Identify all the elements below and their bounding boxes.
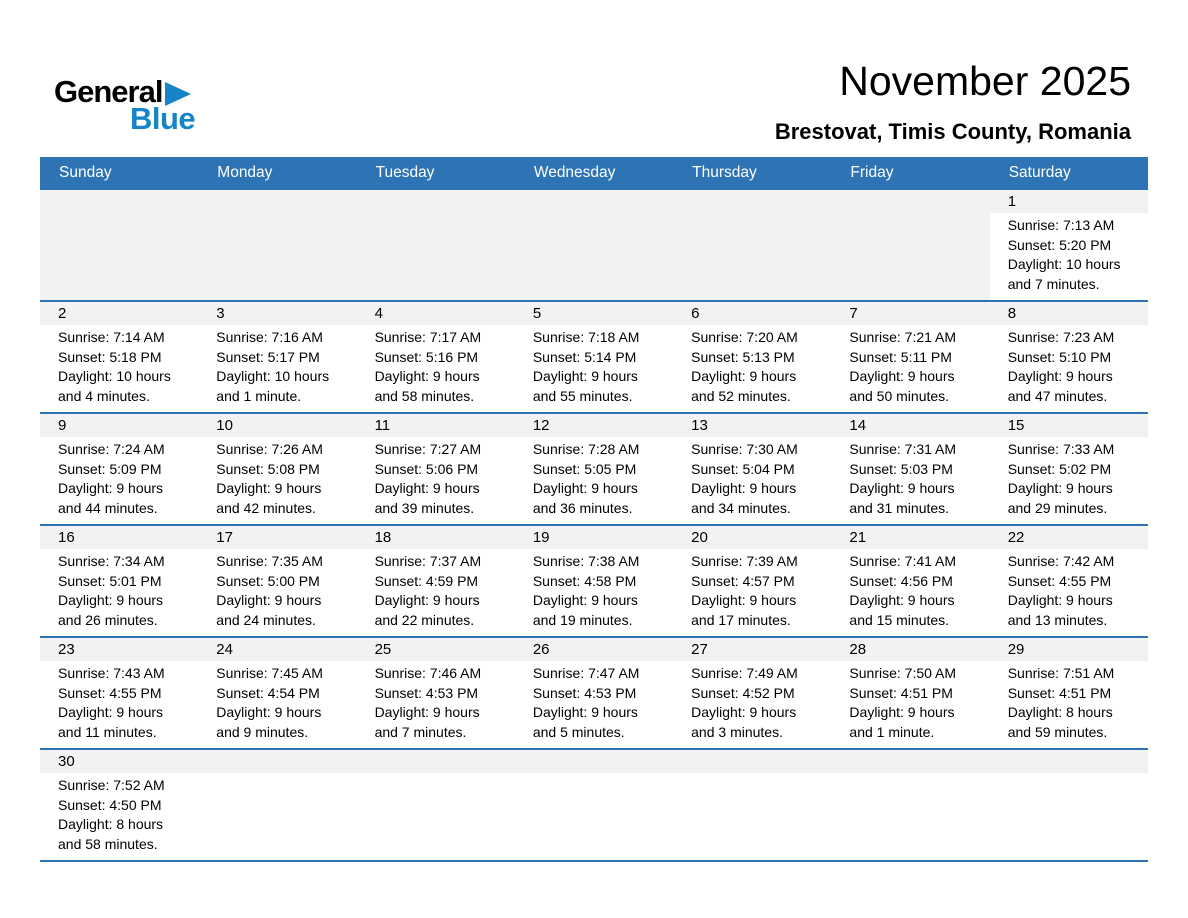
day-details xyxy=(198,661,356,748)
detail-line: Daylight: 9 hours xyxy=(849,480,955,496)
day-details xyxy=(40,773,198,860)
detail-line: Daylight: 9 hours xyxy=(532,592,638,608)
weekday-label-saturday: Saturday xyxy=(1008,163,1071,181)
detail-line: Daylight: 10 hours xyxy=(58,368,171,384)
detail-line: and 42 minutes. xyxy=(216,499,316,516)
day-number-empty xyxy=(673,190,831,213)
week-row-3 xyxy=(40,412,1148,524)
detail-line: Sunset: 4:53 PM xyxy=(532,684,637,701)
day-cell-21 xyxy=(831,526,989,636)
day-number: 20 xyxy=(673,526,831,549)
detail-line: Sunrise: 7:31 AM xyxy=(849,441,957,457)
detail-line: Sunset: 5:05 PM xyxy=(532,460,637,477)
empty-cell xyxy=(990,750,1148,860)
day-cell-15 xyxy=(990,414,1148,524)
detail-line: Sunrise: 7:37 AM xyxy=(374,553,482,569)
day-details xyxy=(40,213,198,222)
day-details xyxy=(673,549,831,636)
detail-line: Sunrise: 7:52 AM xyxy=(58,777,165,793)
day-details xyxy=(357,437,515,524)
day-cell-18 xyxy=(357,526,515,636)
day-details xyxy=(198,325,356,412)
day-cell-25 xyxy=(357,638,515,748)
day-details xyxy=(515,773,673,782)
detail-line: and 26 minutes. xyxy=(58,611,158,628)
day-cell-7 xyxy=(831,302,989,412)
day-number: 28 xyxy=(831,638,989,661)
detail-line: Sunrise: 7:23 AM xyxy=(1007,329,1115,345)
day-details xyxy=(198,773,356,782)
empty-cell xyxy=(515,750,673,860)
day-number-empty xyxy=(198,190,356,213)
logo-text-general: General xyxy=(54,74,163,109)
day-details xyxy=(40,549,198,636)
day-details xyxy=(40,437,198,524)
day-details xyxy=(831,437,989,524)
empty-cell xyxy=(357,190,515,300)
weekday-label-friday: Friday xyxy=(850,163,894,181)
detail-line: Sunset: 4:52 PM xyxy=(691,684,795,701)
weekday-label-tuesday: Tuesday xyxy=(375,163,435,181)
day-number-empty xyxy=(515,750,673,773)
detail-line: Sunset: 5:10 PM xyxy=(1007,348,1112,365)
detail-line: Sunrise: 7:41 AM xyxy=(849,553,957,569)
detail-line: Daylight: 9 hours xyxy=(691,592,797,608)
day-cell-27 xyxy=(673,638,831,748)
day-number: 21 xyxy=(831,526,989,549)
day-cell-5 xyxy=(515,302,673,412)
day-number: 19 xyxy=(515,526,673,549)
day-cell-19 xyxy=(515,526,673,636)
day-number: 27 xyxy=(673,638,831,661)
day-number: 3 xyxy=(198,302,356,325)
day-details xyxy=(673,213,831,222)
weekday-label-thursday: Thursday xyxy=(692,163,757,181)
detail-line: and 11 minutes. xyxy=(58,723,157,740)
detail-line: Sunrise: 7:47 AM xyxy=(532,665,640,681)
detail-line: and 34 minutes. xyxy=(691,499,791,516)
day-number: 9 xyxy=(40,414,198,437)
day-details xyxy=(831,213,989,222)
day-details xyxy=(198,549,356,636)
detail-line: and 17 minutes. xyxy=(691,611,791,628)
detail-line: Sunset: 5:20 PM xyxy=(1007,236,1112,253)
detail-line: Sunset: 5:03 PM xyxy=(849,460,953,477)
detail-line: Sunrise: 7:14 AM xyxy=(58,329,165,345)
detail-line: Sunset: 5:01 PM xyxy=(58,572,162,589)
detail-line: and 47 minutes. xyxy=(1007,387,1108,404)
day-cell-4 xyxy=(357,302,515,412)
detail-line: Daylight: 9 hours xyxy=(374,480,480,496)
day-cell-2 xyxy=(40,302,198,412)
weekday-label-wednesday: Wednesday xyxy=(533,163,616,181)
day-number-empty xyxy=(357,750,515,773)
detail-line: Daylight: 9 hours xyxy=(1007,368,1113,384)
detail-line: Sunset: 5:11 PM xyxy=(849,348,952,365)
detail-line: Sunset: 4:55 PM xyxy=(58,684,162,701)
empty-cell xyxy=(515,190,673,300)
detail-line: and 1 minute. xyxy=(849,723,935,740)
day-details xyxy=(515,437,673,524)
detail-line: Daylight: 8 hours xyxy=(1007,704,1113,720)
day-details xyxy=(831,549,989,636)
day-cell-26 xyxy=(515,638,673,748)
day-number: 15 xyxy=(990,414,1148,437)
detail-line: Daylight: 9 hours xyxy=(849,592,955,608)
day-cell-20 xyxy=(673,526,831,636)
detail-line: Sunset: 4:51 PM xyxy=(849,684,953,701)
detail-line: Daylight: 9 hours xyxy=(691,368,797,384)
detail-line: and 39 minutes. xyxy=(374,499,475,516)
day-number: 17 xyxy=(198,526,356,549)
day-details xyxy=(990,661,1148,748)
detail-line: and 5 minutes. xyxy=(532,723,625,740)
detail-line: Sunset: 5:08 PM xyxy=(216,460,320,477)
day-details xyxy=(198,213,356,222)
day-details xyxy=(357,213,515,222)
detail-line: Daylight: 9 hours xyxy=(532,368,638,384)
calendar-grid xyxy=(40,157,1148,862)
detail-line: Sunrise: 7:16 AM xyxy=(216,329,323,345)
day-number: 7 xyxy=(831,302,989,325)
general-blue-logo xyxy=(54,74,195,137)
day-number-empty xyxy=(515,190,673,213)
detail-line: Sunset: 4:50 PM xyxy=(58,796,162,813)
detail-line: and 4 minutes. xyxy=(58,387,150,404)
day-cell-14 xyxy=(831,414,989,524)
day-details xyxy=(673,325,831,412)
detail-line: Sunrise: 7:30 AM xyxy=(691,441,798,457)
day-number: 2 xyxy=(40,302,198,325)
day-number-empty xyxy=(990,750,1148,773)
day-cell-24 xyxy=(198,638,356,748)
detail-line: Sunset: 4:51 PM xyxy=(1007,684,1112,701)
day-number: 13 xyxy=(673,414,831,437)
detail-line: Sunrise: 7:43 AM xyxy=(58,665,165,681)
day-cell-17 xyxy=(198,526,356,636)
detail-line: and 52 minutes. xyxy=(691,387,791,404)
detail-line: and 36 minutes. xyxy=(532,499,633,516)
detail-line: Sunrise: 7:26 AM xyxy=(216,441,323,457)
day-number: 24 xyxy=(198,638,356,661)
day-details xyxy=(673,661,831,748)
detail-line: and 22 minutes. xyxy=(374,611,475,628)
detail-line: Sunset: 4:58 PM xyxy=(532,572,637,589)
detail-line: Daylight: 9 hours xyxy=(374,704,480,720)
detail-line: Sunrise: 7:18 AM xyxy=(532,329,640,345)
empty-cell xyxy=(198,190,356,300)
detail-line: and 7 minutes. xyxy=(1007,275,1100,292)
detail-line: Sunrise: 7:20 AM xyxy=(691,329,798,345)
weekday-header-row xyxy=(40,157,1148,188)
detail-line: Sunset: 5:09 PM xyxy=(58,460,162,477)
detail-line: Sunset: 5:13 PM xyxy=(691,348,795,365)
day-cell-12 xyxy=(515,414,673,524)
day-details xyxy=(990,325,1148,412)
detail-line: Daylight: 8 hours xyxy=(58,816,164,832)
detail-line: Sunrise: 7:24 AM xyxy=(58,441,165,457)
empty-cell xyxy=(40,190,198,300)
detail-line: Sunrise: 7:27 AM xyxy=(374,441,482,457)
detail-line: Sunrise: 7:17 AM xyxy=(374,329,482,345)
empty-cell xyxy=(198,750,356,860)
detail-line: Daylight: 9 hours xyxy=(691,704,797,720)
day-number-empty xyxy=(831,750,989,773)
day-cell-22 xyxy=(990,526,1148,636)
day-number: 23 xyxy=(40,638,198,661)
detail-line: and 31 minutes. xyxy=(849,499,950,516)
week-row-4 xyxy=(40,524,1148,636)
detail-line: Sunset: 4:53 PM xyxy=(374,684,479,701)
detail-line: Sunset: 4:59 PM xyxy=(374,572,479,589)
detail-line: Sunrise: 7:21 AM xyxy=(849,329,957,345)
detail-line: and 58 minutes. xyxy=(58,835,158,852)
detail-line: Daylight: 9 hours xyxy=(532,480,638,496)
detail-line: Sunset: 4:57 PM xyxy=(691,572,795,589)
day-details xyxy=(40,661,198,748)
day-number: 6 xyxy=(673,302,831,325)
day-number: 22 xyxy=(990,526,1148,549)
day-cell-23 xyxy=(40,638,198,748)
day-details xyxy=(831,325,989,412)
detail-line: and 1 minute. xyxy=(216,387,302,404)
detail-line: and 59 minutes. xyxy=(1007,723,1108,740)
day-number: 30 xyxy=(40,750,198,773)
detail-line: Daylight: 9 hours xyxy=(849,704,955,720)
weekday-label-sunday: Sunday xyxy=(59,163,112,181)
day-number: 12 xyxy=(515,414,673,437)
detail-line: Daylight: 9 hours xyxy=(216,592,322,608)
empty-cell xyxy=(831,750,989,860)
detail-line: and 9 minutes. xyxy=(216,723,309,740)
week-row-2 xyxy=(40,300,1148,412)
detail-line: and 7 minutes. xyxy=(374,723,467,740)
day-number: 14 xyxy=(831,414,989,437)
day-number-empty xyxy=(831,190,989,213)
day-cell-13 xyxy=(673,414,831,524)
day-cell-9 xyxy=(40,414,198,524)
empty-cell xyxy=(673,190,831,300)
location-subtitle: Brestovat, Timis County, Romania xyxy=(774,119,1131,144)
day-details xyxy=(673,773,831,782)
day-details xyxy=(515,549,673,636)
detail-line: Sunset: 5:17 PM xyxy=(216,348,320,365)
detail-line: Daylight: 9 hours xyxy=(216,480,322,496)
detail-line: Sunset: 5:04 PM xyxy=(691,460,795,477)
day-details xyxy=(198,437,356,524)
day-details xyxy=(515,661,673,748)
day-number: 25 xyxy=(357,638,515,661)
week-row-5 xyxy=(40,636,1148,748)
empty-cell xyxy=(831,190,989,300)
detail-line: Daylight: 9 hours xyxy=(691,480,797,496)
detail-line: Daylight: 9 hours xyxy=(1007,592,1113,608)
detail-line: and 13 minutes. xyxy=(1007,611,1108,628)
detail-line: Sunrise: 7:51 AM xyxy=(1007,665,1115,681)
detail-line: Sunset: 5:16 PM xyxy=(374,348,479,365)
day-details xyxy=(673,437,831,524)
day-details xyxy=(990,437,1148,524)
detail-line: Daylight: 9 hours xyxy=(58,480,164,496)
day-number: 10 xyxy=(198,414,356,437)
detail-line: Sunset: 4:55 PM xyxy=(1007,572,1112,589)
day-number-empty xyxy=(673,750,831,773)
detail-line: Sunrise: 7:50 AM xyxy=(849,665,957,681)
day-details xyxy=(831,773,989,782)
day-number: 11 xyxy=(357,414,515,437)
month-year-title: November 2025 xyxy=(839,58,1131,104)
detail-line: Sunrise: 7:39 AM xyxy=(691,553,798,569)
detail-line: and 58 minutes. xyxy=(374,387,475,404)
day-number: 5 xyxy=(515,302,673,325)
day-number: 29 xyxy=(990,638,1148,661)
detail-line: Daylight: 9 hours xyxy=(58,592,164,608)
week-row-1 xyxy=(40,188,1148,300)
detail-line: and 24 minutes. xyxy=(216,611,316,628)
day-number-empty xyxy=(40,190,198,213)
day-cell-30 xyxy=(40,750,198,860)
day-cell-29 xyxy=(990,638,1148,748)
day-cell-3 xyxy=(198,302,356,412)
detail-line: Daylight: 9 hours xyxy=(1007,480,1113,496)
day-number: 16 xyxy=(40,526,198,549)
detail-line: and 55 minutes. xyxy=(532,387,633,404)
day-details xyxy=(357,773,515,782)
detail-line: Sunrise: 7:13 AM xyxy=(1007,217,1115,233)
day-cell-11 xyxy=(357,414,515,524)
day-number-empty xyxy=(198,750,356,773)
detail-line: and 15 minutes. xyxy=(849,611,950,628)
day-details xyxy=(990,773,1148,782)
detail-line: Sunset: 4:56 PM xyxy=(849,572,953,589)
detail-line: Sunrise: 7:35 AM xyxy=(216,553,323,569)
day-cell-6 xyxy=(673,302,831,412)
day-details xyxy=(515,213,673,222)
day-number-empty xyxy=(357,190,515,213)
day-details xyxy=(990,549,1148,636)
detail-line: and 29 minutes. xyxy=(1007,499,1108,516)
detail-line: Sunrise: 7:28 AM xyxy=(532,441,640,457)
detail-line: and 3 minutes. xyxy=(691,723,783,740)
detail-line: and 50 minutes. xyxy=(849,387,950,404)
day-number: 1 xyxy=(990,190,1148,213)
day-cell-1 xyxy=(990,190,1148,300)
detail-line: Sunrise: 7:45 AM xyxy=(216,665,323,681)
empty-cell xyxy=(357,750,515,860)
day-details xyxy=(357,549,515,636)
detail-line: Sunset: 5:18 PM xyxy=(58,348,162,365)
detail-line: and 19 minutes. xyxy=(532,611,633,628)
detail-line: and 44 minutes. xyxy=(58,499,158,516)
empty-cell xyxy=(673,750,831,860)
day-cell-16 xyxy=(40,526,198,636)
day-number: 4 xyxy=(357,302,515,325)
detail-line: Sunset: 4:54 PM xyxy=(216,684,320,701)
detail-line: Sunset: 5:00 PM xyxy=(216,572,320,589)
detail-line: Daylight: 9 hours xyxy=(374,592,480,608)
detail-line: Sunrise: 7:46 AM xyxy=(374,665,482,681)
day-details xyxy=(831,661,989,748)
detail-line: Daylight: 9 hours xyxy=(849,368,955,384)
day-number: 26 xyxy=(515,638,673,661)
detail-line: Daylight: 9 hours xyxy=(374,368,480,384)
day-details xyxy=(40,325,198,412)
detail-line: Sunset: 5:14 PM xyxy=(532,348,637,365)
weekday-label-monday: Monday xyxy=(217,163,273,181)
detail-line: Sunrise: 7:34 AM xyxy=(58,553,165,569)
day-cell-10 xyxy=(198,414,356,524)
detail-line: Daylight: 9 hours xyxy=(58,704,164,720)
detail-line: Daylight: 10 hours xyxy=(1007,256,1121,272)
detail-line: Daylight: 10 hours xyxy=(216,368,330,384)
detail-line: Daylight: 9 hours xyxy=(532,704,638,720)
day-details xyxy=(990,213,1148,300)
detail-line: Daylight: 9 hours xyxy=(216,704,322,720)
detail-line: Sunset: 5:02 PM xyxy=(1007,460,1112,477)
day-details xyxy=(357,325,515,412)
week-row-6 xyxy=(40,748,1148,860)
day-number: 8 xyxy=(990,302,1148,325)
day-cell-28 xyxy=(831,638,989,748)
detail-line: Sunrise: 7:38 AM xyxy=(532,553,640,569)
detail-line: Sunset: 5:06 PM xyxy=(374,460,479,477)
day-details xyxy=(357,661,515,748)
day-number: 18 xyxy=(357,526,515,549)
detail-line: Sunrise: 7:42 AM xyxy=(1007,553,1115,569)
detail-line: Sunrise: 7:33 AM xyxy=(1007,441,1115,457)
day-details xyxy=(515,325,673,412)
day-cell-8 xyxy=(990,302,1148,412)
detail-line: Sunrise: 7:49 AM xyxy=(691,665,798,681)
logo-text-blue: Blue xyxy=(130,101,196,136)
